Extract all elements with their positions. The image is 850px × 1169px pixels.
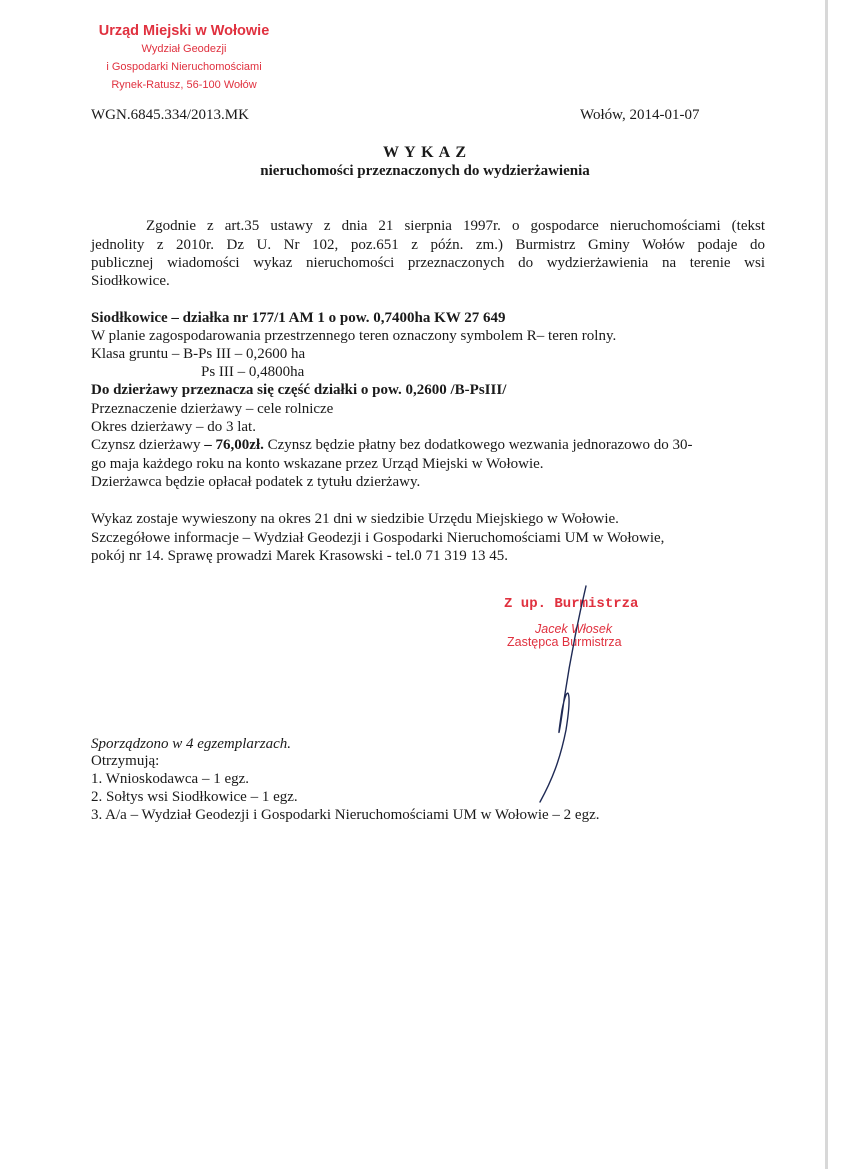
intro-line: Siodłkowice. — [91, 273, 170, 289]
signature-stamp-role: Zastępca Burmistrza — [507, 635, 622, 649]
signature-stamp-name: Jacek Włosek — [535, 622, 613, 636]
lease-period: Okres dzierżawy – do 3 lat. — [91, 419, 256, 435]
intro-line: Zgodnie z art.35 ustawy z dnia 21 sierpnia 1997r. o gospodarce nieruchomościami (tekst — [146, 218, 765, 234]
recipient-item: 1. Wnioskodawca – 1 egz. — [91, 771, 250, 787]
zoning-info: W planie zagospodarowania przestrzennego teren oznaczony symbolem R– teren rolny. — [91, 328, 617, 344]
lease-rent-terms: go maja każdego roku na konto wskazane przez Urząd Miejski w Wołowie. — [91, 456, 544, 472]
rent-terms: Czynsz będzie płatny bez dodatkowego wezwania jednorazowo do 30- — [263, 437, 693, 453]
stamp-line: i Gospodarki Nieruchomościami — [106, 61, 262, 73]
intro-line: publicznej wiadomości wykaz nieruchomości przeznaczonych do wydzierżawienia na terenie wsi — [91, 255, 765, 271]
document-subtitle: nieruchomości przeznaczonych do wydzierżawienia — [260, 163, 590, 179]
info-line: Wykaz zostaje wywieszony na okres 21 dni w siedzibie Urzędu Miejskiego w Wołowie. — [91, 511, 619, 527]
soil-class: Ps III – 0,4800ha — [201, 364, 305, 380]
reference-number: WGN.6845.334/2013.MK — [91, 107, 249, 123]
handwritten-signature — [520, 580, 600, 810]
lease-tax: Dzierżawca będzie opłacał podatek z tytułu dzierżawy. — [91, 474, 421, 490]
rent-amount: – 76,00zł. — [204, 437, 264, 453]
parcel-heading: Siodłkowice – działka nr 177/1 AM 1 o pow. 0,7400ha KW 27 649 — [91, 310, 506, 326]
stamp-line: Rynek-Ratusz, 56-100 Wołów — [111, 79, 257, 91]
office-stamp — [84, 22, 284, 94]
document-title: W Y K A Z — [383, 144, 467, 161]
info-line: pokój nr 14. Sprawę prowadzi Marek Krasowski - tel.0 71 319 13 45. — [91, 548, 509, 564]
copies-note: Sporządzono w 4 egzemplarzach. — [91, 736, 292, 752]
lease-purpose: Przeznaczenie dzierżawy – cele rolnicze — [91, 401, 334, 417]
intro-line: jednolity z 2010r. Dz U. Nr 102, poz.651 z późn. zm.) Burmistrz Gminy Wołów podaje do — [91, 237, 765, 253]
recipient-item: 2. Sołtys wsi Siodłkowice – 1 egz. — [91, 789, 298, 805]
stamp-line: Urząd Miejski w Wołowie — [98, 23, 270, 39]
rent-label: Czynsz dzierżawy — [91, 437, 205, 453]
soil-class: Klasa gruntu – B-Ps III – 0,2600 ha — [91, 346, 306, 362]
recipients-label: Otrzymują: — [91, 753, 160, 769]
lease-rent — [91, 437, 692, 454]
info-line: Szczegółowe informacje – Wydział Geodezji i Gospodarki Nieruchomościami UM w Wołowie, — [91, 530, 665, 546]
stamp-line: Wydział Geodezji — [141, 43, 227, 55]
recipient-item: 3. A/a – Wydział Geodezji i Gospodarki Nieruchomościami UM w Wołowie – 2 egz. — [91, 807, 600, 823]
lease-heading: Do dzierżawy przeznacza się część działki o pow. 0,2600 /B-PsIII/ — [91, 382, 507, 398]
document-date: Wołów, 2014-01-07 — [580, 107, 700, 123]
signature-stamp-title: Z up. Burmistrza — [504, 596, 639, 612]
